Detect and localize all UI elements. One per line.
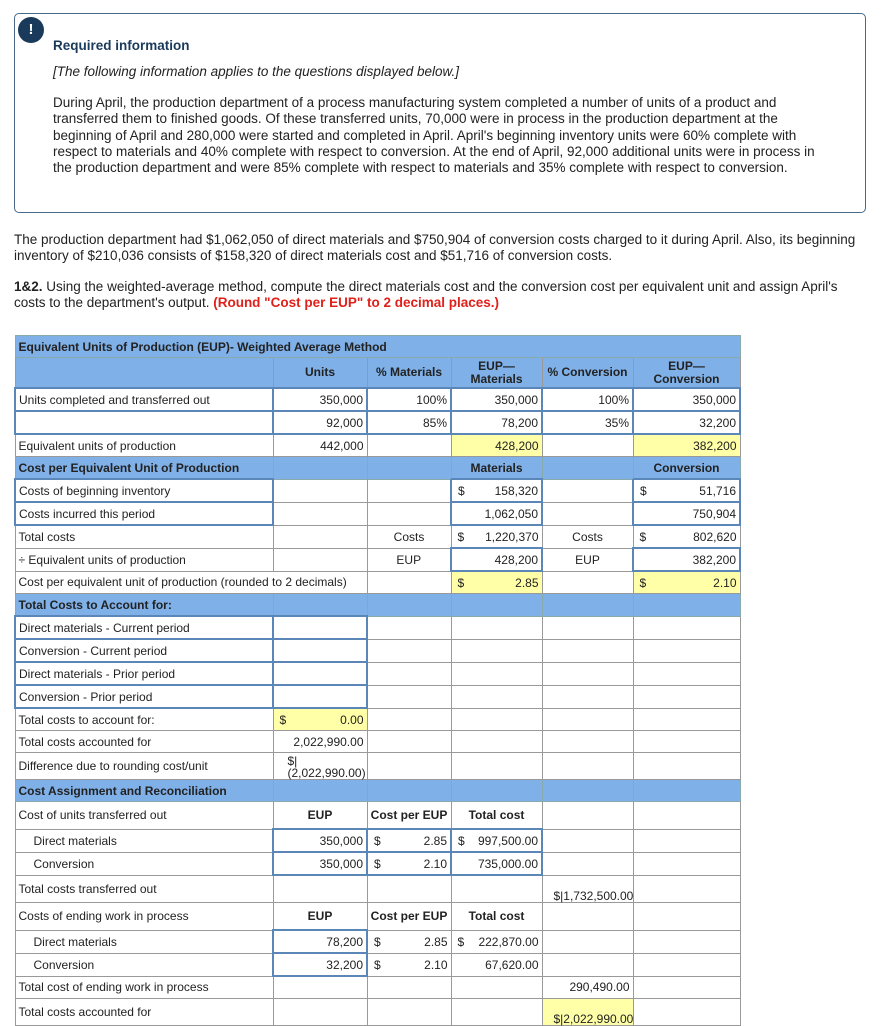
amount: 2.10 [423, 856, 447, 871]
table-row [15, 731, 740, 753]
row-label[interactable]: Costs incurred this period [15, 502, 273, 525]
value-cell [542, 685, 633, 708]
value-cell [367, 434, 451, 457]
eup-worksheet-table [14, 335, 741, 1026]
currency-symbol: $ [374, 833, 381, 848]
value-cell: 67,620.00 [451, 953, 542, 976]
value-cell [633, 753, 740, 780]
currency-symbol: $ [458, 483, 465, 498]
currency-symbol: $ [457, 575, 465, 590]
question-text: Using the weighted-average method, compute the direct materials cost and the conversion cost per equivalent unit and assign April's costs to the department's output. [14, 279, 838, 311]
value-cell [633, 852, 740, 875]
table-row [15, 953, 740, 976]
table-row [15, 875, 740, 903]
value-cell: 2,022,990.00 [273, 731, 367, 753]
input-cell[interactable] [367, 829, 451, 852]
input-cell[interactable]: 350,000 [273, 388, 367, 411]
value-cell: Total cost [451, 903, 542, 931]
row-label[interactable] [15, 411, 273, 434]
value-cell [542, 829, 633, 852]
value-cell [367, 953, 451, 976]
value-cell [273, 753, 367, 780]
value-cell [451, 976, 542, 999]
value-cell: EUP—Conversion [633, 358, 740, 389]
value-cell [542, 662, 633, 685]
value-cell: 428,200 [451, 434, 542, 457]
value-cell: Costs [542, 525, 633, 548]
currency-symbol: $ [457, 934, 465, 949]
input-cell[interactable] [273, 685, 367, 708]
value-cell [542, 802, 633, 830]
input-cell[interactable] [273, 639, 367, 662]
currency-symbol: $ [457, 529, 465, 544]
input-cell[interactable] [273, 616, 367, 639]
value-cell [367, 639, 451, 662]
value-cell [367, 457, 451, 480]
amount: 2.10 [424, 957, 448, 972]
value-cell [367, 999, 451, 1026]
stacked-amount: $|2,022,990.00 [553, 1012, 634, 1026]
table-row [15, 411, 740, 434]
value-cell [273, 525, 367, 548]
value-cell [451, 780, 542, 802]
table-row [15, 479, 740, 502]
value-cell [633, 999, 740, 1026]
value-cell [273, 875, 367, 903]
value-cell [367, 731, 451, 753]
value-cell [451, 999, 542, 1026]
input-cell[interactable]: 350,000 [273, 829, 367, 852]
table-row [15, 639, 740, 662]
row-label[interactable]: Direct materials - Current period [15, 616, 273, 639]
value-cell: 290,490.00 [542, 976, 633, 999]
value-cell [633, 953, 740, 976]
table-row [15, 594, 740, 617]
value-cell [542, 616, 633, 639]
value-cell [542, 903, 633, 931]
table-row [15, 571, 740, 594]
value-cell: EUP [273, 802, 367, 830]
value-cell [273, 548, 367, 571]
value-cell: Cost per EUP [367, 903, 451, 931]
value-cell [367, 753, 451, 780]
input-cell[interactable]: 92,000 [273, 411, 367, 434]
row-label: Direct materials [15, 930, 273, 953]
row-label: Total costs accounted for [15, 999, 273, 1026]
input-cell[interactable]: 350,000 [451, 388, 542, 411]
row-label[interactable]: Direct materials - Prior period [15, 662, 273, 685]
amount: 997,500.00 [477, 833, 538, 848]
value-cell [633, 829, 740, 852]
value-cell [451, 616, 542, 639]
row-label: Total cost of ending work in process [15, 976, 273, 999]
value-cell [542, 708, 633, 731]
value-cell [273, 976, 367, 999]
value-cell [367, 780, 451, 802]
required-title: Required information [53, 38, 190, 53]
row-label: Total costs accounted for [15, 731, 273, 753]
currency-symbol: $ [639, 575, 647, 590]
amount: 222,870.00 [478, 934, 539, 949]
value-cell [273, 708, 367, 731]
table-row [15, 930, 740, 953]
value-cell [633, 976, 740, 999]
value-cell [633, 639, 740, 662]
value-cell [451, 571, 542, 594]
row-label: Total costs to account for: [15, 708, 273, 731]
value-cell [273, 999, 367, 1026]
table-row [15, 525, 740, 548]
amount: 0.00 [340, 712, 364, 727]
value-cell: Conversion [633, 457, 740, 480]
currency-symbol: $ [279, 712, 287, 727]
value-cell [633, 731, 740, 753]
value-cell [367, 875, 451, 903]
row-label[interactable]: Units completed and transferred out [15, 388, 273, 411]
currency-symbol: $ [374, 856, 381, 871]
table-row [15, 358, 740, 389]
value-cell [633, 525, 740, 548]
value-cell: Costs [367, 525, 451, 548]
row-label: Direct materials [15, 829, 273, 852]
value-cell [367, 479, 451, 502]
value-cell [451, 708, 542, 731]
row-label: Cost per equivalent unit of production (rounded to 2 decimals) [15, 571, 367, 594]
row-label: Difference due to rounding cost/unit [15, 753, 273, 780]
input-cell[interactable]: 750,904 [633, 502, 740, 525]
value-cell [367, 594, 451, 617]
row-label: Total costs [15, 525, 273, 548]
row-label: Costs of ending work in process [15, 903, 273, 931]
value-cell [633, 903, 740, 931]
value-cell [542, 953, 633, 976]
value-cell [542, 639, 633, 662]
value-cell [273, 457, 367, 480]
value-cell: EUP [367, 548, 451, 571]
row-label: Equivalent units of production [15, 434, 273, 457]
table-row [15, 457, 740, 480]
row-label: ÷ Equivalent units of production [15, 548, 273, 571]
row-label: Cost of units transferred out [15, 802, 273, 830]
input-cell[interactable]: 78,200 [451, 411, 542, 434]
row-label: Cost Assignment and Reconciliation [15, 780, 273, 802]
currency-symbol: $ [640, 483, 647, 498]
value-cell [633, 875, 740, 903]
value-cell [451, 930, 542, 953]
value-cell [542, 594, 633, 617]
table-row [15, 852, 740, 875]
value-cell: EUP [273, 903, 367, 931]
question [14, 279, 864, 312]
currency-symbol: $ [374, 957, 381, 972]
question-number: 1&2. [14, 279, 43, 294]
value-cell [542, 999, 633, 1026]
table-row [15, 336, 740, 358]
value-cell [633, 780, 740, 802]
currency-symbol: $ [458, 833, 465, 848]
value-cell [451, 525, 542, 548]
input-cell[interactable]: 1,062,050 [451, 502, 542, 525]
value-cell [367, 502, 451, 525]
input-cell[interactable]: 85% [367, 411, 451, 434]
row-label[interactable]: Costs of beginning inventory [15, 479, 273, 502]
stacked-amount: $|(2,022,990.00) [287, 754, 366, 780]
input-cell[interactable]: 78,200 [273, 930, 367, 953]
value-cell [273, 594, 367, 617]
value-cell [542, 780, 633, 802]
input-cell[interactable]: 32,200 [633, 411, 740, 434]
amount: 1,220,370 [485, 529, 539, 544]
amount: 802,620 [693, 529, 737, 544]
row-label: Cost per Equivalent Unit of Production [15, 457, 273, 480]
amount: 158,320 [494, 483, 538, 498]
value-cell: Materials [451, 457, 542, 480]
table-row [15, 829, 740, 852]
value-cell [273, 479, 367, 502]
stacked-amount: $|1,732,500.00 [553, 889, 634, 903]
value-cell [542, 753, 633, 780]
value-cell [542, 434, 633, 457]
value-cell: % Materials [367, 358, 451, 389]
row-label: Conversion [15, 852, 273, 875]
value-cell [367, 708, 451, 731]
table-row [15, 434, 740, 457]
value-cell: Total cost [451, 802, 542, 830]
input-cell[interactable]: 100% [542, 388, 633, 411]
input-cell[interactable] [273, 662, 367, 685]
input-cell[interactable] [633, 479, 740, 502]
value-cell [451, 731, 542, 753]
value-cell [451, 875, 542, 903]
row-label: Total Costs to Account for: [15, 594, 273, 617]
value-cell [633, 708, 740, 731]
table-row [15, 708, 740, 731]
value-cell [367, 976, 451, 999]
value-cell [542, 852, 633, 875]
table-row [15, 548, 740, 571]
input-cell[interactable]: 350,000 [273, 852, 367, 875]
currency-symbol: $ [639, 529, 647, 544]
info-note: [The following information applies to the questions displayed below.] [53, 64, 459, 79]
value-cell: Units [273, 358, 367, 389]
value-cell [451, 594, 542, 617]
row-label[interactable]: Conversion - Prior period [15, 685, 273, 708]
row-label: Conversion [15, 953, 273, 976]
table-row [15, 685, 740, 708]
input-cell[interactable]: 35% [542, 411, 633, 434]
input-cell[interactable] [451, 829, 542, 852]
value-cell [367, 930, 451, 953]
value-cell: 382,200 [633, 434, 740, 457]
value-cell: % Conversion [542, 358, 633, 389]
value-cell: 442,000 [273, 434, 367, 457]
row-label: Total costs transferred out [15, 875, 273, 903]
row-label[interactable]: Conversion - Current period [15, 639, 273, 662]
value-cell [451, 685, 542, 708]
value-cell [451, 639, 542, 662]
input-cell[interactable]: 100% [367, 388, 451, 411]
value-cell [367, 616, 451, 639]
value-cell: Cost per EUP [367, 802, 451, 830]
amount: 2.85 [423, 833, 447, 848]
table-row [15, 802, 740, 830]
value-cell: EUP—Materials [451, 358, 542, 389]
value-cell [542, 457, 633, 480]
problem-intro: During April, the production department of a process manufacturing system completed a number of units of a product and transferred them to finished goods. Of these transferred units, 70,000 were in process in the production department at the beginning of April and 280,000 were started and completed in April. April's beginning inventory units were 60% complete with respect to materials and 40% complete with respect to conversion. At the end of April, 92,000 additional units were in process in the production department and were 85% complete with respect to materials and 35% complete with respect to conversion. [53, 95, 815, 176]
value-cell [451, 753, 542, 780]
value-cell [633, 571, 740, 594]
input-cell[interactable]: 428,200 [451, 548, 542, 571]
table-row [15, 388, 740, 411]
input-cell[interactable]: 32,200 [273, 953, 367, 976]
rounding-instruction: (Round "Cost per EUP" to 2 decimal places.) [213, 295, 500, 311]
table-row [15, 999, 740, 1026]
value-cell: EUP [542, 548, 633, 571]
amount: 2.85 [424, 934, 448, 949]
problem-paragraph: The production department had $1,062,050 of direct materials and $750,904 of conversion costs charged to it during April. Also, its beginning inventory of $210,036 consists of $158,320 of direct materials cost and $51,716 of conversion costs. [14, 232, 856, 264]
value-cell [542, 875, 633, 903]
required-info-box [14, 13, 866, 213]
input-cell[interactable]: 735,000.00 [451, 852, 542, 875]
value-cell [451, 662, 542, 685]
table-row [15, 616, 740, 639]
value-cell [633, 594, 740, 617]
table-row [15, 903, 740, 931]
amount: 2.85 [515, 575, 539, 590]
input-cell[interactable] [451, 479, 542, 502]
amount: 2.10 [713, 575, 737, 590]
input-cell[interactable]: 350,000 [633, 388, 740, 411]
row-label: Equivalent Units of Production (EUP)- Weighted Average Method [15, 336, 740, 358]
value-cell [542, 502, 633, 525]
value-cell [633, 662, 740, 685]
amount: 51,716 [699, 483, 736, 498]
value-cell [633, 616, 740, 639]
table-row [15, 780, 740, 802]
currency-symbol: $ [374, 934, 381, 949]
value-cell [542, 930, 633, 953]
value-cell [367, 662, 451, 685]
value-cell [633, 802, 740, 830]
input-cell[interactable] [367, 852, 451, 875]
table-row [15, 976, 740, 999]
table-row [15, 502, 740, 525]
value-cell [273, 780, 367, 802]
table-row [15, 662, 740, 685]
alert-icon: ! [18, 17, 44, 43]
value-cell [542, 479, 633, 502]
row-label [15, 358, 273, 389]
input-cell[interactable]: 382,200 [633, 548, 740, 571]
value-cell [273, 502, 367, 525]
table-row [15, 753, 740, 780]
value-cell [542, 731, 633, 753]
value-cell [542, 571, 633, 594]
value-cell [367, 685, 451, 708]
value-cell [633, 685, 740, 708]
value-cell [633, 930, 740, 953]
value-cell [367, 571, 451, 594]
